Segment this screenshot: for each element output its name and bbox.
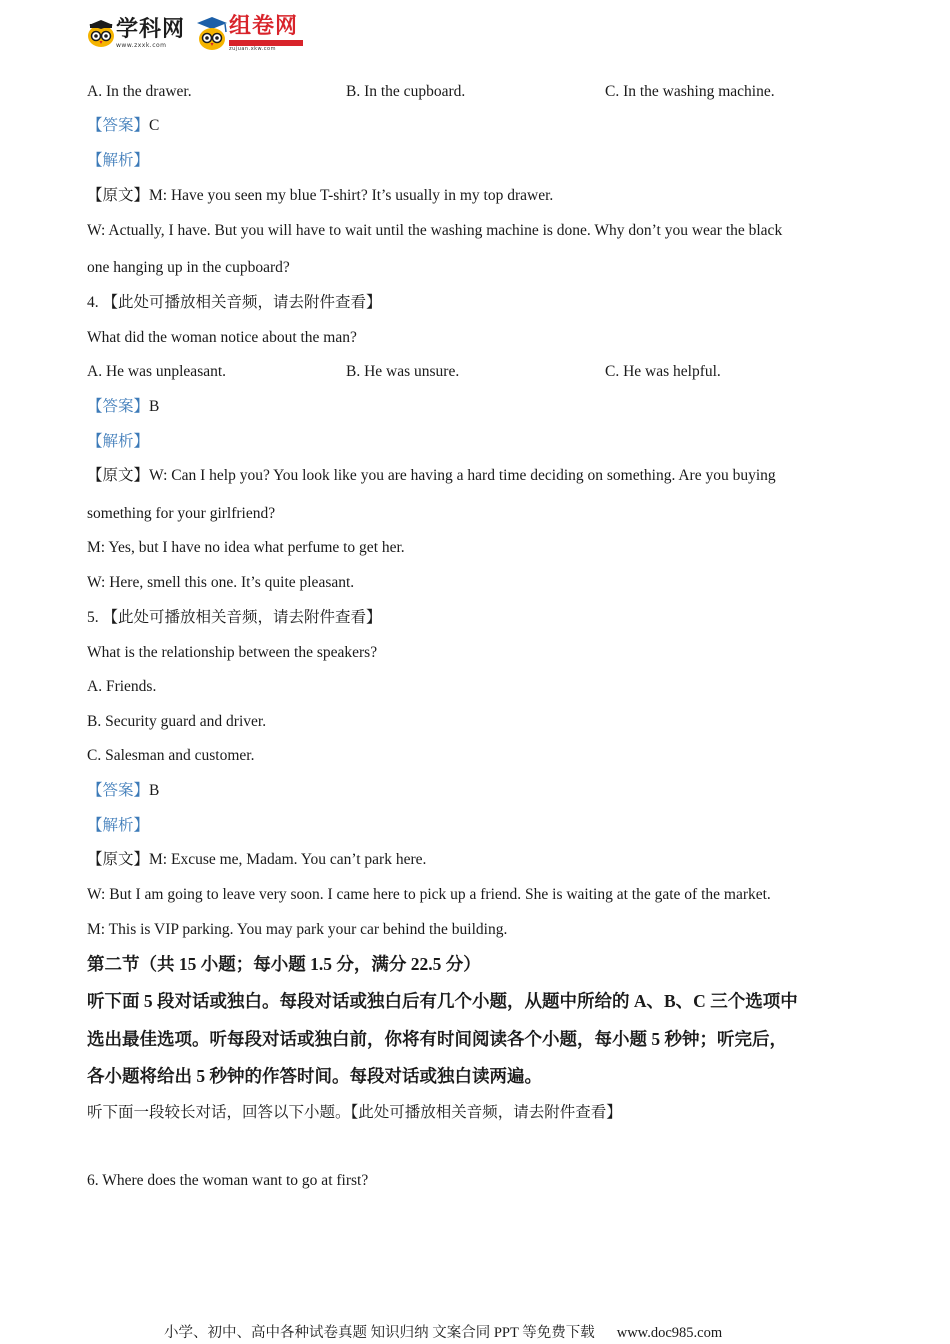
analysis-label: 【解析】 — [87, 433, 150, 450]
answer-label: 【答案】 — [87, 398, 150, 415]
section2-instruction: 听下面 5 段对话或独白。每段对话或独白后有几个小题，从题中所给的 A、B、C 三个选项中 — [87, 991, 798, 1011]
section2-instruction: 选出最佳选项。听每段对话或独白前，你将有时间阅读各个小题，每小题 5 秒钟；听完后， — [87, 1029, 787, 1049]
q5-answer — [87, 783, 159, 799]
q3-transcript-line: W: Actually, I have. But you will have to wait until the washing machine is done. Why don’t you wear the black — [87, 222, 783, 239]
q3-analysis — [87, 153, 149, 169]
q6-question: 6. Where does the woman want to go at first? — [87, 1172, 369, 1189]
transcript-text: W: Can I help you? You look like you are having a hard time deciding on something. Are you buying — [149, 467, 776, 484]
q4-option-a: A. He was unpleasant. — [87, 363, 227, 380]
analysis-label: 【解析】 — [87, 152, 150, 169]
answer-label: 【答案】 — [87, 117, 150, 134]
q4-option-c: C. He was helpful. — [605, 363, 721, 380]
graduate-owl-icon — [195, 16, 229, 52]
answer-value: C — [149, 117, 160, 134]
q5-option-a: A. Friends. — [87, 678, 157, 695]
owl-icon — [86, 19, 116, 49]
q5-original-line — [87, 852, 426, 868]
q5-analysis — [87, 818, 149, 834]
page-footer — [164, 1326, 722, 1341]
footer-link[interactable]: www.doc985.com — [616, 1325, 723, 1341]
q3-option-a: A. In the drawer. — [87, 83, 192, 100]
q5-header: 5. 【此处可播放相关音频，请去附件查看】 — [87, 609, 382, 626]
answer-label: 【答案】 — [87, 782, 150, 799]
q5-option-c: C. Salesman and customer. — [87, 747, 255, 764]
transcript-text: M: Have you seen my blue T-shirt? It’s usually in my top drawer. — [149, 187, 554, 204]
zjw-logo-url: zujuan.xkw.com — [229, 46, 276, 52]
header-logos — [86, 12, 303, 56]
transcript-text: M: Excuse me, Madam. You can’t park here. — [149, 851, 427, 868]
analysis-label: 【解析】 — [87, 817, 150, 834]
xkw-logo-text: 学科网 — [116, 17, 186, 42]
q5-option-b: B. Security guard and driver. — [87, 713, 267, 730]
xkw-logo-url: www.zxxk.com — [116, 42, 167, 49]
q5-transcript-line: M: This is VIP parking. You may park your car behind the building. — [87, 921, 508, 938]
q3-option-c: C. In the washing machine. — [605, 83, 775, 100]
q4-original-line — [87, 468, 776, 484]
q3-answer — [87, 118, 159, 134]
q4-answer — [87, 399, 159, 415]
q3-option-b: B. In the cupboard. — [346, 83, 466, 100]
q4-transcript-line: M: Yes, but I have no idea what perfume to get her. — [87, 539, 405, 556]
q4-analysis — [87, 434, 149, 450]
answer-value: B — [149, 782, 160, 799]
section2-instruction: 各小题将给出 5 秒钟的作答时间。每段对话或独白读两遍。 — [87, 1066, 542, 1086]
q5-question: What is the relationship between the speakers? — [87, 644, 378, 661]
q4-transcript-line: something for your girlfriend? — [87, 505, 276, 522]
section2-title: 第二节（共 15 小题；每小题 1.5 分，满分 22.5 分） — [87, 954, 481, 974]
zjw-logo-text: 组卷网 — [229, 14, 299, 39]
zjw-logo[interactable] — [195, 16, 303, 52]
answer-value: B — [149, 398, 160, 415]
footer-text: 小学、初中、高中各种试卷真题 知识归纳 文案合同 PPT 等免费下载 — [164, 1325, 595, 1341]
section2-prompt: 听下面一段较长对话，回答以下小题。【此处可播放相关音频，请去附件查看】 — [87, 1104, 622, 1121]
xkw-logo[interactable] — [86, 19, 185, 49]
q5-transcript-line: W: But I am going to leave very soon. I came here to pick up a friend. She is waiting at the gate of the market. — [87, 886, 771, 903]
original-label: 【原文】 — [87, 467, 150, 484]
q3-transcript-line: one hanging up in the cupboard? — [87, 259, 290, 276]
q4-option-b: B. He was unsure. — [346, 363, 460, 380]
q3-original-line — [87, 188, 553, 204]
q4-question: What did the woman notice about the man? — [87, 329, 357, 346]
original-label: 【原文】 — [87, 851, 150, 868]
original-label: 【原文】 — [87, 187, 150, 204]
q4-transcript-line: W: Here, smell this one. It’s quite pleasant. — [87, 574, 355, 591]
q4-header: 4. 【此处可播放相关音频，请去附件查看】 — [87, 294, 382, 311]
